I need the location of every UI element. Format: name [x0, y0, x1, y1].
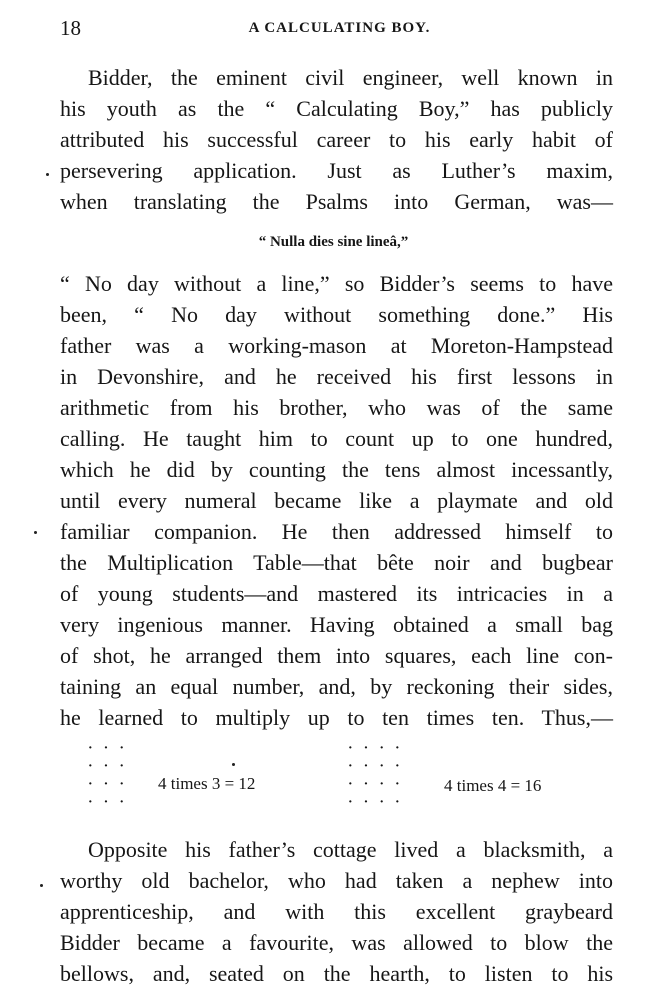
text-line: Bidder became a favourite, was allowed to blow the — [60, 930, 613, 955]
text-line: been, “ No day without something done.” His — [60, 302, 613, 327]
figure-label-right: 4 times 4 = 16 — [444, 776, 542, 795]
dot-row: ··· — [88, 741, 136, 756]
text-line: which he did by counting the tens almost incessantly, — [60, 457, 613, 482]
text-line: of shot, he arranged them into squares, each line con- — [60, 643, 613, 668]
text-line: taining an equal number, and, by reckoning their sides, — [60, 674, 613, 699]
ink-speck — [40, 884, 43, 887]
text-line: calling. He taught him to count up to one hundred, — [60, 426, 613, 451]
text-line: apprenticeship, and with this excellent graybeard — [60, 899, 613, 924]
latin-quote: “ Nulla dies sine lineâ,” — [258, 234, 409, 250]
text-line: the Multiplication Table—that bête noir and bugbear — [60, 550, 613, 575]
dot-row: ··· — [88, 795, 136, 810]
paragraph-3 — [60, 834, 613, 989]
running-head: A CALCULATING BOY. — [248, 20, 431, 36]
dot-grid-4x3 — [88, 740, 135, 812]
text-line: worthy old bachelor, who had taken a nephew into — [60, 868, 613, 893]
ink-speck — [46, 173, 49, 176]
paragraph-1 — [60, 62, 613, 217]
dot-row: ···· — [348, 777, 411, 792]
dot-row: ···· — [348, 759, 411, 774]
text-line: Opposite his father’s cottage lived a blacksmith, a — [88, 837, 613, 862]
text-line: Bidder, the eminent civil engineer, well known in — [88, 65, 613, 90]
dot-row: ···· — [348, 795, 411, 810]
text-line: arithmetic from his brother, who was of the same — [60, 395, 613, 420]
text-line: his youth as the “ Calculating Boy,” has publicly — [60, 96, 613, 121]
paragraph-2 — [60, 268, 613, 733]
dot-row: ···· — [348, 741, 411, 756]
page-number: 18 — [60, 16, 81, 40]
text-line: of young students—and mastered its intricacies in a — [60, 581, 613, 606]
text-line: until every numeral became like a playmate and old — [60, 488, 613, 513]
text-line: “ No day without a line,” so Bidder’s seems to have — [60, 271, 613, 296]
multiplication-figure — [0, 740, 667, 820]
figure-label-left: 4 times 3 = 12 — [158, 774, 256, 793]
ink-speck — [232, 763, 235, 766]
dot-grid-4x4 — [348, 740, 411, 812]
text-line: very ingenious manner. Having obtained a small bag — [60, 612, 613, 637]
text-line: he learned to multiply up to ten times ten. Thus,— — [60, 705, 613, 730]
ink-speck — [34, 531, 37, 534]
text-line: when translating the Psalms into German, was— — [60, 189, 613, 214]
dot-row: ··· — [88, 777, 136, 792]
text-line: attributed his successful career to his early habit of — [60, 127, 613, 152]
text-line: bellows, and, seated on the hearth, to listen to his — [60, 961, 613, 986]
text-line: in Devonshire, and he received his first lessons in — [60, 364, 613, 389]
dot-row: ··· — [88, 759, 136, 774]
text-line: father was a working-mason at Moreton-Hampstead — [60, 333, 613, 358]
page-header — [60, 16, 619, 46]
text-line: persevering application. Just as Luther’s maxim, — [60, 158, 613, 183]
text-line: familiar companion. He then addressed himself to — [60, 519, 613, 544]
